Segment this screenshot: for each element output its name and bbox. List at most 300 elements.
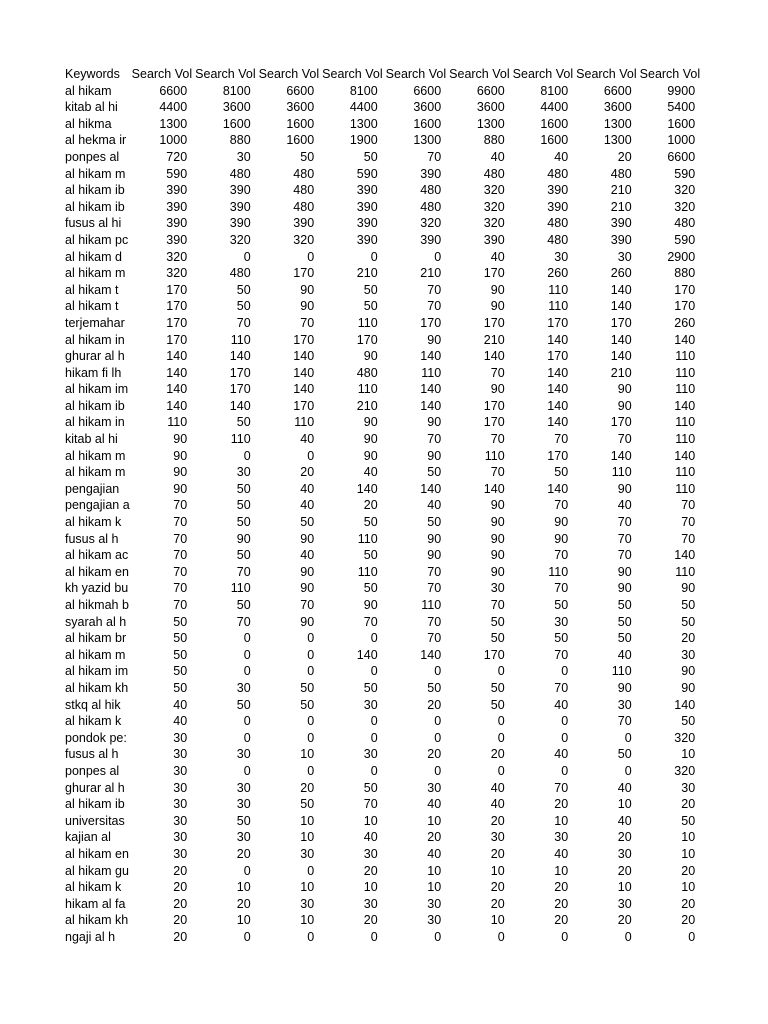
search-volume-cell: 70: [617, 548, 632, 563]
search-volume-cell: 20: [617, 830, 632, 845]
keyword-cell: al hikam k: [65, 714, 122, 729]
keyword-cell: stkq al hik: [65, 697, 121, 712]
table-row: [64, 929, 701, 946]
search-volume-cell: 110: [230, 581, 251, 596]
keyword-cell: al hikam in: [65, 332, 125, 347]
search-volume-cell: 20: [554, 797, 569, 812]
search-volume-cell: 10: [490, 913, 505, 928]
search-volume-cell: 40: [427, 846, 442, 861]
search-volume-cell: 110: [357, 531, 378, 546]
search-volume-cell: 1600: [540, 133, 569, 148]
keyword-cell: al hikma: [65, 116, 112, 131]
search-volume-cell: 40: [300, 432, 315, 447]
search-volume-cell: 1000: [159, 133, 188, 148]
search-volume-cell: 110: [675, 432, 696, 447]
table-row: [64, 630, 701, 647]
search-volume-cell: 10: [363, 813, 378, 828]
search-volume-cell: 0: [307, 664, 315, 679]
search-volume-cell: 30: [490, 830, 505, 845]
keyword-cell: pengajian a: [65, 498, 130, 513]
table-row: [64, 414, 701, 431]
search-volume-cell: 90: [490, 382, 505, 397]
search-volume-cell: 0: [307, 730, 315, 745]
search-volume-cell: 70: [681, 531, 696, 546]
search-volume-cell: 20: [617, 913, 632, 928]
search-volume-cell: 3600: [603, 100, 632, 115]
search-volume-cell: 110: [357, 382, 378, 397]
search-volume-cell: 50: [363, 548, 378, 563]
search-volume-cell: 4400: [540, 100, 569, 115]
search-volume-cell: 140: [166, 382, 188, 397]
keyword-cell: al hikam ib: [65, 797, 125, 812]
table-row: [64, 315, 701, 332]
table-row: [64, 215, 701, 232]
search-volume-cell: 320: [483, 183, 505, 198]
keyword-cell: hikam al fa: [65, 896, 126, 911]
search-volume-cell: 0: [688, 929, 696, 944]
search-volume-cell: 90: [363, 349, 378, 364]
table-row: [64, 199, 701, 216]
search-volume-cell: 30: [363, 896, 378, 911]
search-volume-cell: 70: [681, 515, 696, 530]
search-volume-cell: 1900: [349, 133, 378, 148]
search-volume-cell: 30: [236, 830, 251, 845]
search-volume-cell: 170: [229, 382, 251, 397]
keyword-cell: ghurar al h: [65, 349, 125, 364]
search-volume-cell: 10: [300, 747, 315, 762]
search-volume-cell: 90: [490, 548, 505, 563]
search-volume-cell: 10: [236, 913, 251, 928]
search-volume-cell: 110: [675, 465, 696, 480]
search-volume-cell: 30: [427, 780, 442, 795]
search-volume-cell: 110: [675, 564, 696, 579]
search-volume-cell: 140: [674, 697, 696, 712]
search-volume-cell: 170: [483, 315, 505, 330]
search-volume-cell: 50: [173, 614, 188, 629]
header-search-vol: Search Vol: [512, 67, 574, 81]
search-volume-cell: 90: [363, 598, 378, 612]
keyword-cell: al hikam im: [65, 382, 129, 397]
table-row: [64, 663, 701, 680]
search-volume-cell: 70: [427, 581, 442, 596]
table-row: [64, 431, 701, 448]
table-row: [64, 896, 701, 913]
search-volume-cell: 20: [363, 863, 378, 878]
search-volume-cell: 50: [681, 598, 696, 612]
search-volume-cell: 8100: [540, 83, 569, 98]
keyword-cell: kitab al hi: [65, 100, 118, 115]
table-row: [64, 813, 701, 830]
search-volume-cell: 70: [427, 432, 442, 447]
search-volume-cell: 70: [427, 564, 442, 579]
search-volume-cell: 50: [490, 614, 505, 629]
search-volume-cell: 0: [243, 448, 251, 463]
search-volume-cell: 70: [554, 498, 569, 513]
search-volume-cell: 170: [166, 332, 188, 347]
search-volume-cell: 140: [166, 349, 188, 364]
search-volume-cell: 0: [307, 863, 315, 878]
search-volume-cell: 140: [293, 365, 315, 380]
search-volume-cell: 1300: [349, 116, 378, 131]
search-volume-cell: 140: [547, 398, 569, 413]
table-row: [64, 481, 701, 498]
search-volume-cell: 50: [173, 631, 188, 646]
search-volume-cell: 480: [356, 365, 378, 380]
search-volume-cell: 70: [490, 465, 505, 480]
search-volume-cell: 170: [420, 315, 442, 330]
search-volume-cell: 90: [617, 481, 632, 496]
search-volume-cell: 140: [356, 481, 378, 496]
search-volume-cell: 70: [363, 797, 378, 812]
search-volume-cell: 10: [617, 797, 632, 812]
table-row: [64, 232, 701, 249]
header-keywords: Keywords: [65, 67, 120, 81]
search-volume-cell: 50: [300, 515, 315, 530]
search-volume-cell: 20: [681, 631, 696, 646]
table-row: [64, 912, 701, 929]
search-volume-cell: 30: [173, 797, 188, 812]
search-volume-cell: 590: [674, 232, 696, 247]
search-volume-cell: 110: [357, 564, 378, 579]
search-volume-cell: 70: [173, 581, 188, 596]
search-volume-cell: 480: [420, 199, 442, 214]
search-volume-cell: 90: [300, 614, 315, 629]
search-volume-cell: 140: [547, 415, 569, 430]
search-volume-cell: 40: [173, 697, 188, 712]
search-volume-cell: 0: [370, 664, 378, 679]
search-volume-cell: 30: [173, 780, 188, 795]
search-volume-cell: 170: [674, 282, 696, 297]
search-volume-cell: 880: [483, 133, 505, 148]
search-volume-cell: 30: [173, 763, 188, 778]
header-search-vol: Search Vol: [576, 67, 637, 81]
search-volume-cell: 50: [236, 598, 251, 612]
keyword-cell: al hikam im: [65, 664, 129, 679]
search-volume-cell: 20: [173, 863, 188, 878]
search-volume-cell: 30: [173, 730, 188, 745]
search-volume-cell: 10: [681, 880, 696, 895]
search-volume-cell: 390: [166, 232, 188, 247]
search-volume-cell: 20: [363, 913, 378, 928]
search-volume-cell: 0: [561, 664, 569, 679]
search-volume-cell: 0: [624, 763, 632, 778]
search-volume-cell: 20: [617, 863, 632, 878]
search-volume-cell: 10: [300, 880, 315, 895]
search-volume-cell: 110: [294, 415, 315, 430]
keyword-cell: al hikam br: [65, 631, 127, 646]
search-volume-cell: 140: [166, 365, 188, 380]
search-volume-cell: 90: [427, 548, 442, 563]
search-volume-cell: 110: [675, 349, 696, 364]
search-volume-cell: 0: [434, 249, 442, 264]
keyword-cell: ponpes al: [65, 149, 120, 164]
search-volume-cell: 210: [610, 365, 632, 380]
header-search-vol: Search Vol: [449, 67, 510, 81]
search-volume-cell: 40: [173, 714, 188, 729]
search-volume-cell: 0: [624, 929, 632, 944]
search-volume-cell: 0: [307, 249, 315, 264]
search-volume-cell: 390: [166, 183, 188, 198]
keyword-cell: al hikam ac: [65, 548, 129, 563]
search-volume-cell: 320: [420, 216, 442, 231]
search-volume-cell: 70: [173, 598, 188, 612]
search-volume-cell: 50: [617, 631, 632, 646]
search-volume-cell: 110: [230, 332, 251, 347]
table-row: [64, 182, 701, 199]
search-volume-cell: 50: [554, 631, 569, 646]
search-volume-cell: 90: [427, 448, 442, 463]
search-volume-cell: 70: [427, 149, 442, 164]
search-volume-cell: 30: [173, 830, 188, 845]
search-volume-cell: 10: [300, 830, 315, 845]
search-volume-cell: 90: [490, 282, 505, 297]
keyword-cell: al hikam en: [65, 846, 129, 861]
search-volume-cell: 320: [293, 232, 315, 247]
keyword-cell: fusus al hi: [65, 216, 122, 231]
search-volume-cell: 390: [547, 183, 569, 198]
search-volume-cell: 480: [229, 166, 251, 181]
search-volume-cell: 170: [483, 398, 505, 413]
search-volume-cell: 20: [173, 896, 188, 911]
search-volume-cell: 40: [363, 465, 378, 480]
search-volume-cell: 50: [554, 465, 569, 480]
keyword-cell: al hikam en: [65, 564, 129, 579]
search-volume-cell: 90: [681, 581, 696, 596]
search-volume-cell: 880: [674, 266, 696, 281]
search-volume-cell: 170: [166, 282, 188, 297]
search-volume-cell: 9900: [667, 83, 696, 98]
search-volume-cell: 1600: [286, 133, 315, 148]
search-volume-cell: 50: [363, 780, 378, 795]
search-volume-cell: 20: [300, 465, 315, 480]
search-volume-cell: 50: [236, 282, 251, 297]
table-row: [64, 796, 701, 813]
search-volume-cell: 170: [166, 299, 188, 314]
search-volume-cell: 590: [356, 166, 378, 181]
search-volume-cell: 90: [490, 498, 505, 513]
search-volume-cell: 110: [675, 365, 696, 380]
search-volume-cell: 50: [554, 598, 569, 612]
search-volume-cell: 140: [229, 349, 251, 364]
search-volume-cell: 90: [617, 382, 632, 397]
search-volume-cell: 40: [617, 498, 632, 513]
keyword-cell: universitas: [65, 813, 125, 828]
search-volume-cell: 390: [356, 232, 378, 247]
search-volume-cell: 70: [490, 432, 505, 447]
search-volume-cell: 140: [483, 481, 505, 496]
table-row: [64, 348, 701, 365]
keyword-cell: al hekma ir: [65, 133, 127, 148]
search-volume-cell: 0: [624, 730, 632, 745]
keyword-cell: al hikam t: [65, 299, 119, 314]
search-volume-cell: 70: [617, 515, 632, 530]
keyword-cell: al hikam d: [65, 249, 122, 264]
search-volume-cell: 140: [420, 481, 442, 496]
search-volume-cell: 50: [173, 680, 188, 695]
search-volume-cell: 320: [674, 763, 696, 778]
keyword-cell: hikam fi lh: [65, 365, 122, 380]
search-volume-cell: 90: [363, 432, 378, 447]
search-volume-cell: 320: [674, 730, 696, 745]
search-volume-cell: 30: [681, 647, 696, 662]
table-row: [64, 398, 701, 415]
search-volume-cell: 50: [363, 149, 378, 164]
search-volume-cell: 20: [427, 747, 442, 762]
search-volume-cell: 50: [363, 282, 378, 297]
search-volume-cell: 140: [674, 448, 696, 463]
search-volume-cell: 0: [434, 664, 442, 679]
search-volume-cell: 1600: [540, 116, 569, 131]
keyword-search-volume-table: [64, 66, 701, 945]
table-row: [64, 249, 701, 266]
search-volume-cell: 480: [483, 166, 505, 181]
search-volume-cell: 50: [300, 149, 315, 164]
search-volume-cell: 90: [300, 299, 315, 314]
search-volume-cell: 90: [427, 531, 442, 546]
search-volume-cell: 90: [300, 581, 315, 596]
search-volume-cell: 390: [166, 216, 188, 231]
search-volume-cell: 20: [490, 813, 505, 828]
search-volume-cell: 20: [427, 697, 442, 712]
search-volume-cell: 3600: [476, 100, 505, 115]
search-volume-cell: 0: [370, 714, 378, 729]
table-row: [64, 614, 701, 631]
header-search-vol: Search Vol: [385, 67, 447, 81]
search-volume-cell: 30: [363, 697, 378, 712]
search-volume-cell: 1600: [413, 116, 442, 131]
search-volume-cell: 30: [173, 813, 188, 828]
search-volume-cell: 390: [166, 199, 188, 214]
search-volume-cell: 70: [173, 515, 188, 530]
search-volume-cell: 6600: [159, 83, 188, 98]
search-volume-cell: 20: [490, 846, 505, 861]
header-search-vol: Search Vol: [131, 67, 193, 81]
search-volume-cell: 20: [490, 880, 505, 895]
search-volume-cell: 0: [370, 249, 378, 264]
search-volume-cell: 10: [681, 830, 696, 845]
table-row: [64, 829, 701, 846]
search-volume-cell: 50: [236, 697, 251, 712]
search-volume-cell: 90: [554, 531, 569, 546]
keyword-cell: al hikam ib: [65, 183, 125, 198]
search-volume-cell: 170: [674, 299, 696, 314]
search-volume-cell: 3600: [286, 100, 315, 115]
search-volume-cell: 30: [490, 581, 505, 596]
search-volume-cell: 70: [236, 315, 251, 330]
search-volume-cell: 70: [173, 564, 188, 579]
search-volume-cell: 390: [356, 199, 378, 214]
search-volume-cell: 210: [610, 199, 632, 214]
keyword-cell: al hikam k: [65, 880, 122, 895]
keyword-cell: fusus al h: [65, 747, 119, 762]
search-volume-cell: 30: [617, 896, 632, 911]
table-row: [64, 647, 701, 664]
table-row: [64, 116, 701, 133]
search-volume-cell: 0: [561, 714, 569, 729]
search-volume-cell: 10: [427, 880, 442, 895]
table-row: [64, 365, 701, 382]
search-volume-cell: 70: [554, 780, 569, 795]
search-volume-cell: 140: [547, 332, 569, 347]
search-volume-cell: 140: [356, 647, 378, 662]
search-volume-cell: 90: [427, 415, 442, 430]
search-volume-cell: 0: [307, 763, 315, 778]
search-volume-cell: 0: [307, 647, 315, 662]
table-row: [64, 531, 701, 548]
search-volume-cell: 70: [554, 432, 569, 447]
table-row: [64, 879, 701, 896]
search-volume-cell: 320: [674, 183, 696, 198]
table-row: [64, 580, 701, 597]
search-volume-cell: 10: [681, 846, 696, 861]
table-body: [64, 83, 701, 946]
search-volume-cell: 40: [617, 647, 632, 662]
search-volume-cell: 70: [236, 614, 251, 629]
search-volume-cell: 320: [166, 249, 188, 264]
search-volume-cell: 140: [674, 398, 696, 413]
search-volume-cell: 3600: [222, 100, 251, 115]
search-volume-cell: 70: [173, 531, 188, 546]
table-row: [64, 265, 701, 282]
search-volume-cell: 1600: [286, 116, 315, 131]
search-volume-cell: 480: [547, 216, 569, 231]
search-volume-cell: 1300: [159, 116, 188, 131]
search-volume-cell: 50: [427, 465, 442, 480]
search-volume-cell: 390: [293, 216, 315, 231]
keyword-cell: al hikam ib: [65, 199, 125, 214]
search-volume-cell: 30: [236, 797, 251, 812]
keyword-cell: kajian al: [65, 830, 111, 845]
search-volume-cell: 30: [427, 913, 442, 928]
search-volume-cell: 50: [236, 299, 251, 314]
search-volume-cell: 30: [554, 249, 569, 264]
search-volume-cell: 40: [554, 747, 569, 762]
search-volume-cell: 20: [681, 863, 696, 878]
search-volume-cell: 590: [674, 166, 696, 181]
search-volume-cell: 0: [561, 763, 569, 778]
search-volume-cell: 40: [490, 149, 505, 164]
search-volume-cell: 170: [483, 415, 505, 430]
search-volume-cell: 0: [497, 714, 505, 729]
search-volume-cell: 0: [243, 929, 251, 944]
table-row: [64, 746, 701, 763]
keyword-cell: al hikam pc: [65, 232, 129, 247]
search-volume-cell: 40: [363, 830, 378, 845]
search-volume-cell: 10: [681, 747, 696, 762]
search-volume-cell: 170: [293, 332, 315, 347]
search-volume-cell: 30: [681, 780, 696, 795]
search-volume-cell: 140: [547, 382, 569, 397]
search-volume-cell: 0: [561, 730, 569, 745]
search-volume-cell: 70: [490, 598, 505, 612]
search-volume-cell: 110: [675, 382, 696, 397]
search-volume-cell: 590: [166, 166, 188, 181]
search-volume-cell: 70: [173, 498, 188, 513]
search-volume-cell: 20: [173, 929, 188, 944]
search-volume-cell: 90: [173, 481, 188, 496]
search-volume-cell: 390: [229, 183, 251, 198]
search-volume-cell: 0: [434, 763, 442, 778]
search-volume-cell: 140: [420, 647, 442, 662]
search-volume-cell: 170: [547, 448, 569, 463]
search-volume-cell: 70: [236, 564, 251, 579]
search-volume-cell: 30: [617, 846, 632, 861]
search-volume-cell: 20: [681, 896, 696, 911]
keyword-cell: al hikam m: [65, 448, 126, 463]
search-volume-cell: 140: [229, 398, 251, 413]
search-volume-cell: 90: [363, 415, 378, 430]
search-volume-cell: 10: [236, 880, 251, 895]
